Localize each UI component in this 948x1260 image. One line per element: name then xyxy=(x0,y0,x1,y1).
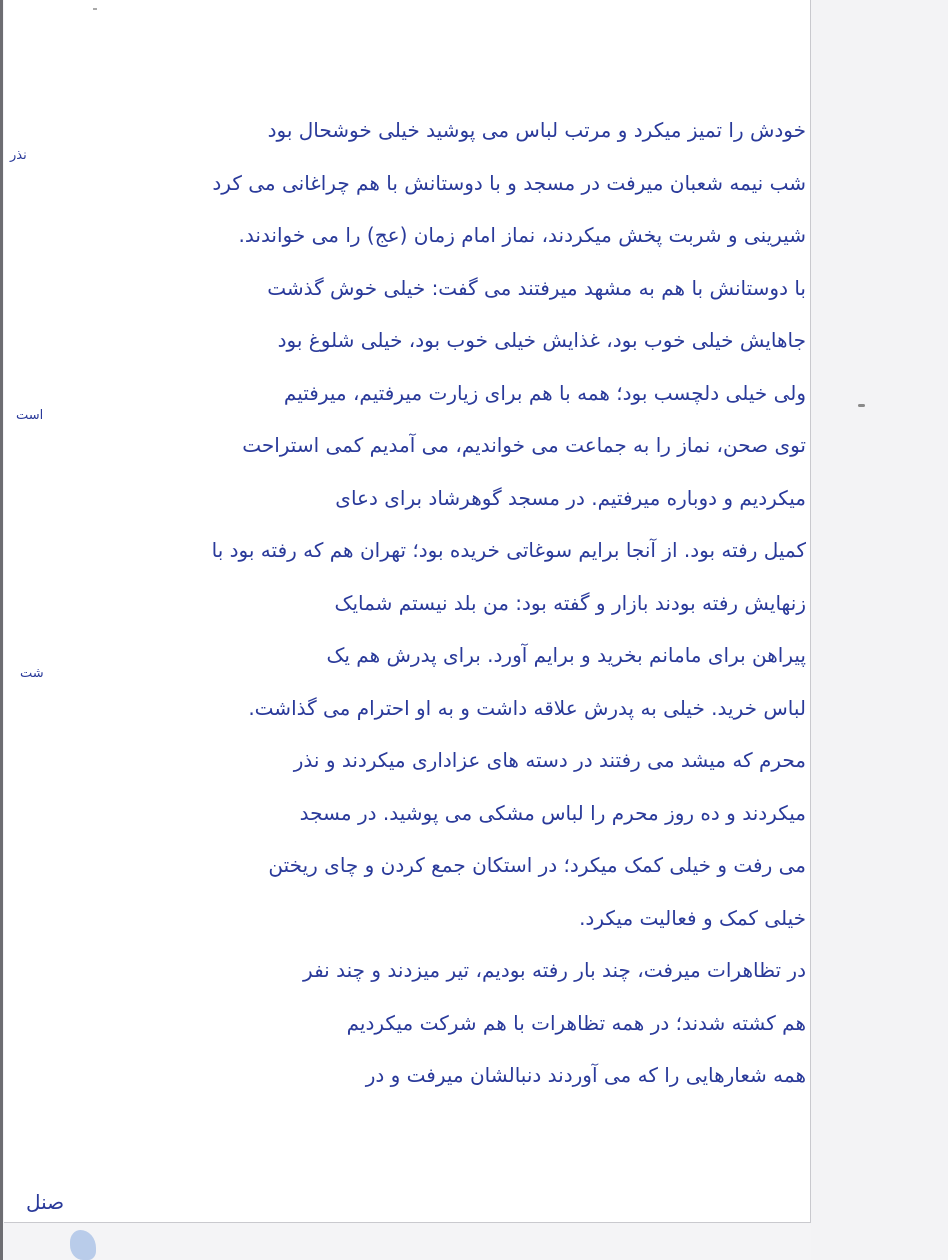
text-line: میکردند و ده روز محرم را لباس مشکی می پوشید. در مسجد xyxy=(299,800,806,825)
text-line: زنهایش رفته بودند بازار و گفته بود: من بلد نیستم شمایک xyxy=(334,590,806,615)
handwritten-text xyxy=(16,104,806,1102)
text-line: شیرینی و شربت پخش میکردند، نماز امام زمان (عج) را می خواندند. xyxy=(238,223,806,247)
scan-margin xyxy=(811,0,948,1260)
text-line: محرم که میشد می رفتند در دسته های عزاداری میکردند و نذر xyxy=(293,748,806,772)
text-line: کمیل رفته بود. از آنجا برایم سوغاتی خریده بود؛ تهران هم که رفته بود با xyxy=(211,538,806,562)
text-line: شب نیمه شعبان میرفت در مسجد و با دوستانش با هم چراغانی می کرد xyxy=(212,170,806,195)
scan-mark xyxy=(93,8,97,10)
text-line: خودش را تمیز میکرد و مرتب لباس می پوشید خیلی خوشحال بود xyxy=(267,118,806,142)
text-line: با دوستانش با هم به مشهد میرفتند می گفت: خیلی خوش گذشت xyxy=(267,275,806,300)
text-line: لباس خرید. خیلی به پدرش علاقه داشت و به او احترام می گذاشت. xyxy=(248,695,806,720)
text-line: می رفت و خیلی کمک میکرد؛ در استکان جمع کردن و چای ریختن xyxy=(268,853,806,877)
margin-note: شت xyxy=(20,666,44,681)
margin-note: است xyxy=(16,408,44,423)
text-line: میکردیم و دوباره میرفتیم. در مسجد گوهرشاد برای دعای xyxy=(335,485,806,510)
margin-note: نذر xyxy=(10,148,27,163)
ink-smudge xyxy=(70,1230,96,1260)
text-line: در تظاهرات میرفت، چند بار رفته بودیم، تیر میزدند و چند نفر xyxy=(303,958,806,982)
text-line: توی صحن، نماز را به جماعت می خواندیم، می آمدیم کمی استراحت xyxy=(242,433,806,457)
text-line: جاهایش خیلی خوب بود، غذایش خیلی خوب بود، خیلی شلوغ بود xyxy=(277,328,806,352)
text-line: ولی خیلی دلچسب بود؛ همه با هم برای زیارت میرفتیم، میرفتیم xyxy=(283,380,806,405)
scan-left-edge xyxy=(0,0,3,1260)
text-line: خیلی کمک و فعالیت میکرد. xyxy=(579,905,806,930)
text-line: پیراهن برای مامانم بخرید و برایم آورد. برای پدرش هم یک xyxy=(326,643,806,667)
scan-speck xyxy=(858,404,865,407)
text-line: همه شعارهایی را که می آوردند دنبالشان میرفت و در xyxy=(365,1063,806,1087)
page-footer-mark: صنل xyxy=(26,1190,65,1214)
text-line: هم کشته شدند؛ در همه تظاهرات با هم شرکت میکردیم xyxy=(346,1010,806,1035)
